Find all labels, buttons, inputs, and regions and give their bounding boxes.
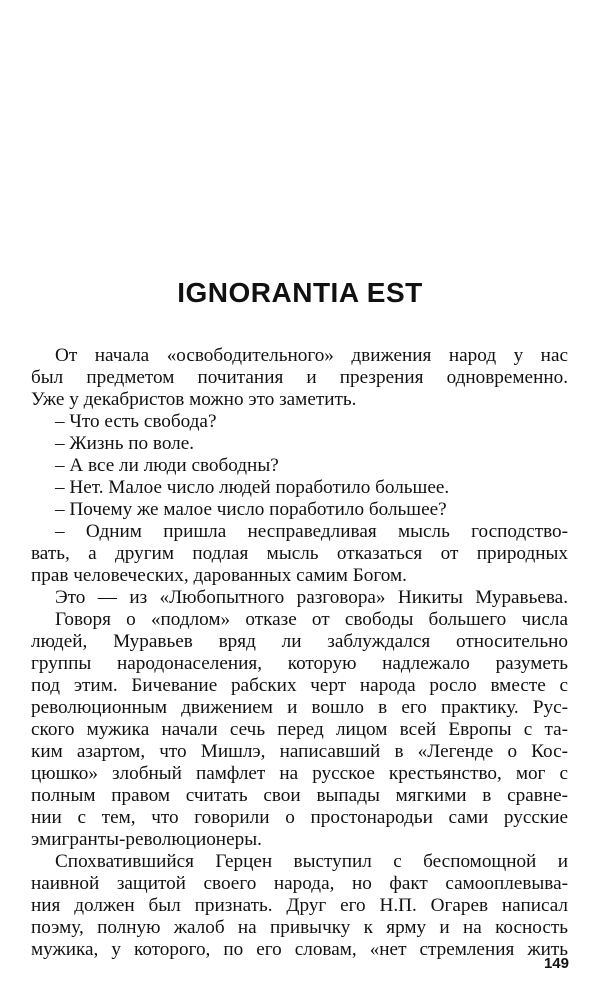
text-line: нии с тем, что говорили о простонародьи сами русские bbox=[31, 807, 568, 828]
text-line: эмигранты-революционеры. bbox=[31, 829, 262, 850]
text-line: Говоря о «подлом» отказе от свободы большего числа bbox=[55, 609, 568, 630]
text-line: прав человеческих, дарованных самим Богом. bbox=[31, 565, 407, 586]
text-line: Спохватившийся Герцен выступил с беспомощной и bbox=[55, 851, 568, 872]
text-line: цюшко» злобный памфлет на русское крестьянство, мог с bbox=[31, 763, 568, 784]
text-line: Это — из «Любопытного разговора» Никиты Муравьева. bbox=[55, 587, 568, 608]
text-line: ского мужика начали сечь перед лицом всей Европы с та- bbox=[31, 719, 568, 740]
text-line: был предметом почитания и презрения одновременно. bbox=[31, 367, 568, 388]
text-line: От начала «освободительного» движения народ у нас bbox=[55, 345, 568, 366]
text-line: полным правом считать свои выпады мягкими в сравне- bbox=[31, 785, 568, 806]
text-line: ким азартом, что Мишлэ, написавший в «Легенде о Кос- bbox=[31, 741, 568, 762]
text-line: мужика, у которого, по его словам, «нет стремления жить bbox=[31, 939, 568, 960]
body-text bbox=[31, 345, 568, 961]
text-line: людей, Муравьев вряд ли заблуждался относительно bbox=[31, 631, 568, 652]
text-line: – Почему же малое число поработило большее? bbox=[55, 499, 447, 520]
text-line: – Одним пришла несправедливая мысль господство- bbox=[55, 521, 568, 542]
text-line: поэму, полную жалоб на привычку к ярму и на косность bbox=[31, 917, 568, 938]
text-line: ния должен был признать. Друг его Н.П. Огарев написал bbox=[31, 895, 568, 916]
chapter-title: IGNORANTIA EST bbox=[177, 277, 423, 308]
text-line: революционным движением и вошло в его практику. Рус- bbox=[31, 697, 568, 718]
text-line: – Что есть свобода? bbox=[55, 411, 217, 432]
text-line: группы народонаселения, которую надлежало разуметь bbox=[31, 653, 568, 674]
text-line: Уже у декабристов можно это заметить. bbox=[31, 389, 357, 410]
text-line: – Нет. Малое число людей поработило большее. bbox=[55, 477, 450, 498]
text-line: – А все ли люди свободны? bbox=[55, 455, 279, 476]
text-line: под этим. Бичевание рабских черт народа росло вместе с bbox=[31, 675, 568, 696]
page-number: 149 bbox=[543, 955, 569, 972]
text-line: наивной защитой своего народа, но факт самооплевыва- bbox=[31, 873, 568, 894]
text-line: вать, а другим подлая мысль отказаться от природных bbox=[31, 543, 568, 564]
text-line: – Жизнь по воле. bbox=[55, 433, 195, 454]
